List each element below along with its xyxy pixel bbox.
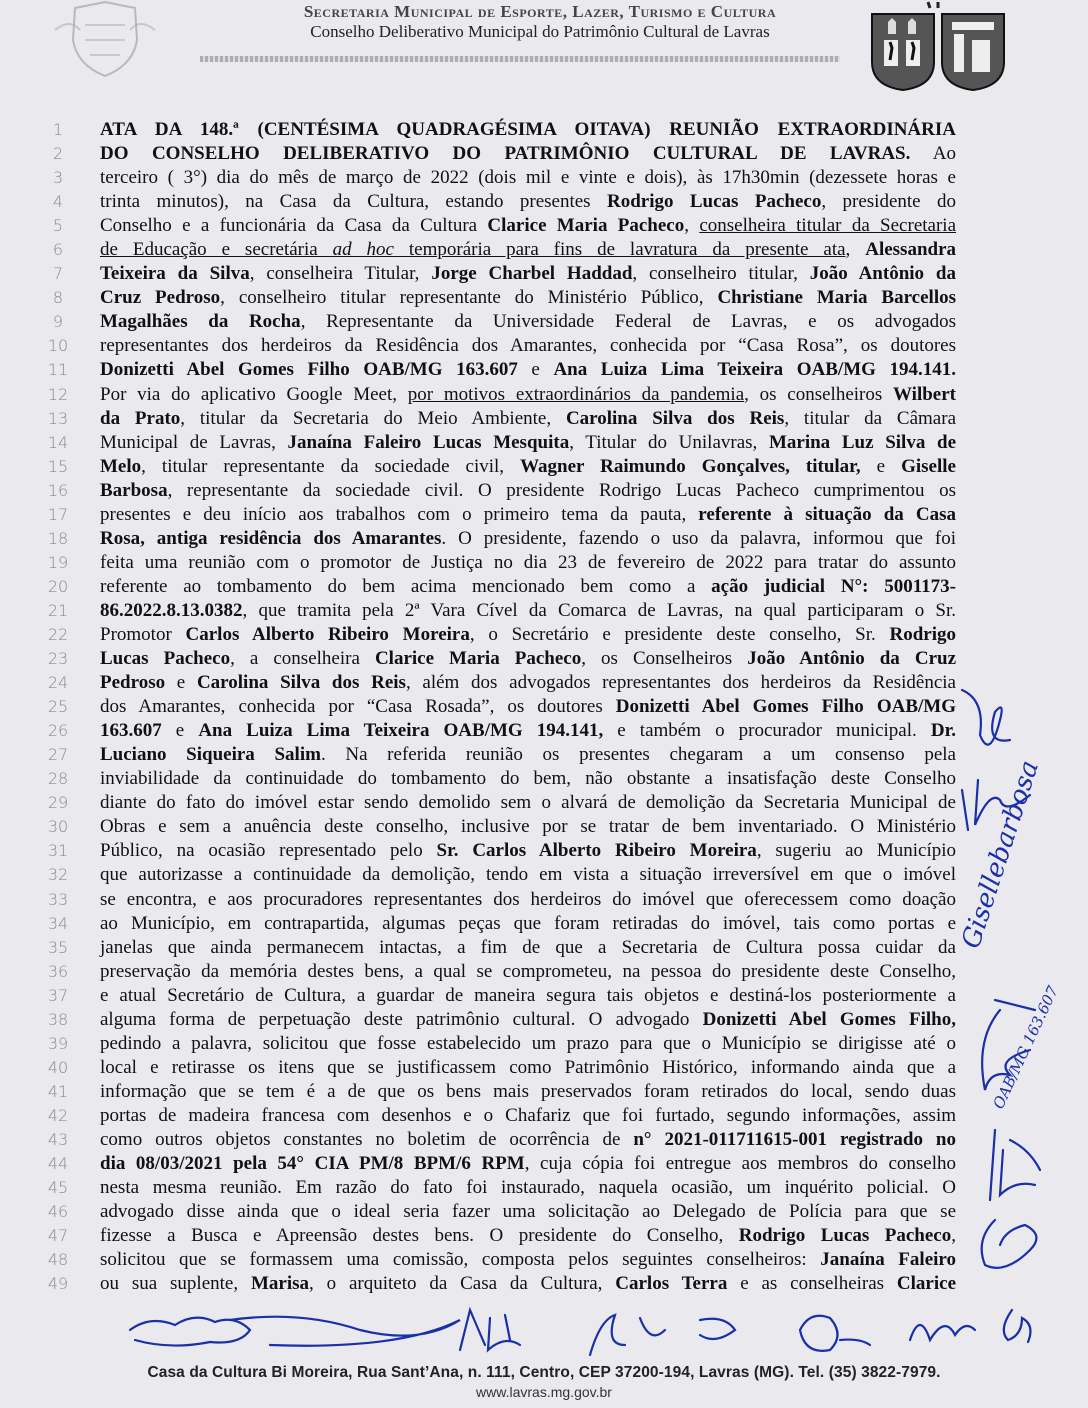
- line-text: advogado disse ainda que o ideal seria fazer uma solicitação ao Delegado de Polícia para que se: [100, 1201, 956, 1223]
- line-number: 9: [52, 312, 64, 332]
- line-text: presentes e deu início aos trabalhos com o primeiro tema da pauta, referente à situação da Casa: [100, 503, 956, 525]
- minutes-line: [0, 623, 1088, 647]
- line-text: janelas que ainda permanecem intactas, a fim de que a Secretaria de Cultura possa cuidar da: [100, 936, 956, 958]
- minutes-line: [0, 1056, 1088, 1080]
- line-number: 21: [47, 600, 69, 620]
- line-text: alguma forma de perpetuação deste patrimônio cultural. O advogado Donizetti Abel Gomes Filho,: [100, 1008, 956, 1030]
- line-text: que autorizasse a continuidade da demolição, tendo em vista a situação irreversível em que o imóvel: [100, 864, 956, 886]
- header-rule: [200, 56, 840, 62]
- header-department: Secretaria Municipal de Esporte, Lazer, Turismo e Cultura: [303, 2, 777, 21]
- minutes-line: [0, 1272, 1088, 1296]
- line-number: 19: [47, 552, 69, 572]
- minutes-line: [0, 1104, 1088, 1128]
- line-number: 42: [47, 1105, 69, 1125]
- minutes-line: [0, 407, 1088, 431]
- signature-bottom-6: [910, 1325, 975, 1340]
- line-number: 3: [52, 168, 64, 188]
- minutes-line: [0, 118, 1088, 142]
- line-number: 33: [47, 889, 69, 909]
- line-number: 24: [47, 673, 69, 693]
- line-number: 36: [47, 961, 69, 981]
- line-number: 27: [47, 745, 69, 765]
- line-number: 39: [47, 1033, 69, 1053]
- line-text: como outros objetos constantes no boletim de ocorrência de n° 2021-011711615-001 registrado no: [100, 1128, 956, 1150]
- page-footer: [0, 1364, 1088, 1400]
- minutes-line: [0, 767, 1088, 791]
- line-text: Público, na ocasião representado pelo Sr. Carlos Alberto Ribeiro Moreira, sugeriu ao Município: [100, 840, 957, 862]
- line-number: 14: [47, 432, 69, 452]
- line-text: representantes dos herdeiros da Residência dos Amarantes, conhecida por “Casa Rosa”, os doutores: [100, 335, 956, 357]
- line-text: informação que se tem é a de que os bens mais preservados foram retirados do local, sendo duas: [100, 1080, 956, 1102]
- line-text: Municipal de Lavras, Janaína Faleiro Lucas Mesquita, Titular do Unilavras, Marina Luz Silva de: [100, 431, 957, 453]
- minutes-line: [0, 1248, 1088, 1272]
- line-number: 20: [47, 576, 69, 596]
- line-number: 5: [52, 216, 64, 236]
- line-text: dia 08/03/2021 pela 54° CIA PM/8 BPM/6 RPM, cuja cópia foi entregue aos membros do conselho: [100, 1153, 956, 1175]
- line-number: 26: [47, 721, 69, 741]
- line-text: da Prato, titular da Secretaria do Meio Ambiente, Carolina Silva dos Reis, titular da Câmara: [100, 407, 956, 429]
- minutes-line: [0, 839, 1088, 863]
- minutes-line: [0, 599, 1088, 623]
- minutes-line: [0, 1152, 1088, 1176]
- line-text: 163.607 e Ana Luiza Lima Teixeira OAB/MG 194.141, e também o procurador municipal. Dr.: [100, 720, 957, 742]
- line-text: referente ao tombamento do bem acima mencionado bem como a ação judicial N°: 5001173-: [100, 575, 956, 597]
- line-text: Teixeira da Silva, conselheira Titular, Jorge Charbel Haddad, conselheiro titular, João Antônio da: [100, 263, 956, 285]
- signature-bottom-3: [460, 1310, 520, 1350]
- minutes-line: [0, 286, 1088, 310]
- minutes-line: [0, 214, 1088, 238]
- line-number: 8: [52, 288, 64, 308]
- signature-bottom-5: [800, 1316, 870, 1351]
- line-number: 30: [47, 817, 69, 837]
- line-number: 15: [47, 456, 69, 476]
- minutes-line: [0, 190, 1088, 214]
- line-number: 47: [47, 1226, 69, 1246]
- signature-bottom-2: [230, 1317, 460, 1346]
- minutes-line: [0, 166, 1088, 190]
- line-text: DO CONSELHO DELIBERATIVO DO PATRIMÔNIO CULTURAL DE LAVRAS. Ao: [100, 143, 956, 165]
- minutes-line: [0, 262, 1088, 286]
- line-number: 38: [47, 1009, 69, 1029]
- minutes-line: [0, 479, 1088, 503]
- minutes-line: [0, 551, 1088, 575]
- minutes-line: [0, 358, 1088, 382]
- signature-margin-6: [1004, 1310, 1031, 1342]
- line-text: ou sua suplente, Marisa, o arquiteto da Casa da Cultura, Carlos Terra e as conselheiras Clarice: [100, 1273, 956, 1295]
- line-number: 23: [47, 649, 69, 669]
- line-number: 40: [47, 1057, 69, 1077]
- minutes-line: [0, 1200, 1088, 1224]
- line-text: dos Amarantes, conhecida por “Casa Rosada”, os doutores Donizetti Abel Gomes Filho OAB/MG: [100, 696, 956, 718]
- line-number: 12: [47, 384, 69, 404]
- line-number: 48: [47, 1250, 69, 1270]
- line-number: 28: [47, 769, 69, 789]
- minutes-line: [0, 912, 1088, 936]
- minutes-line: [0, 815, 1088, 839]
- line-number: 6: [52, 240, 64, 260]
- line-number: 2: [52, 144, 64, 164]
- line-text: Conselho e a funcionária da Casa da Cultura Clarice Maria Pacheco, conselheira titular da Secretaria: [100, 215, 957, 237]
- line-number: 25: [47, 697, 69, 717]
- line-number: 37: [47, 985, 69, 1005]
- line-text: inviabilidade da continuidade do tombamento do bem, não obstante a insatisfação deste Conselho: [100, 768, 956, 790]
- line-number: 7: [52, 264, 64, 284]
- minutes-line: [0, 1128, 1088, 1152]
- line-text: ATA DA 148.ª (CENTÉSIMA QUADRAGÉSIMA OITAVA) REUNIÃO EXTRAORDINÁRIA: [100, 119, 956, 140]
- line-text: fizesse a Busca e Apreensão destes bens. O presidente do Conselho, Rodrigo Lucas Pacheco,: [100, 1225, 956, 1247]
- line-text: nesta mesma reunião. Em razão do fato foi instaurado, naquela ocasião, um inquérito policial. O: [100, 1177, 956, 1199]
- minutes-body: [0, 118, 1088, 1296]
- line-text: terceiro ( 3°) dia do mês de março de 2022 (dois mil e vinte e dois), às 17h30min (dezessete horas e: [100, 167, 956, 189]
- minutes-line: [0, 1224, 1088, 1248]
- line-text: Lucas Pacheco, a conselheira Clarice Maria Pacheco, os Conselheiros João Antônio da Cruz: [100, 648, 957, 670]
- line-text: Melo, titular representante da sociedade civil, Wagner Raimundo Gonçalves, titular, e Giselle: [100, 455, 956, 477]
- line-number: 43: [47, 1129, 69, 1149]
- minutes-line: [0, 1176, 1088, 1200]
- line-text: pedindo a palavra, solicitou que fosse estabelecido um prazo para que o Município se dirigisse até o: [100, 1032, 956, 1054]
- minutes-line: [0, 310, 1088, 334]
- line-number: 16: [47, 480, 69, 500]
- line-text: Cruz Pedroso, conselheiro titular representante do Ministério Público, Christiane Maria Barcellos: [100, 287, 956, 309]
- minutes-line: [0, 455, 1088, 479]
- line-text: e atual Secretário de Cultura, a guardar de maneira segura tais objetos e destiná-los posteriormente a: [100, 984, 956, 1006]
- line-text: Barbosa, representante da sociedade civil. O presidente Rodrigo Lucas Pacheco cumprimentou os: [100, 479, 956, 501]
- line-text: Pedroso e Carolina Silva dos Reis, além dos advogados representantes dos herdeiros da Residência: [100, 672, 956, 694]
- line-number: 41: [47, 1081, 69, 1101]
- minutes-line: [0, 383, 1088, 407]
- line-number: 13: [47, 408, 69, 428]
- minutes-line: [0, 863, 1088, 887]
- line-number: 34: [47, 913, 69, 933]
- line-text: feita uma reunião com o promotor de Justiça no dia 23 de fevereiro de 2022 para tratar do assunto: [100, 551, 956, 573]
- line-text: Rosa, antiga residência dos Amarantes. O presidente, fazendo o uso da palavra, informou que foi: [100, 527, 956, 549]
- letterhead: [0, 0, 1088, 100]
- line-number: 10: [47, 336, 69, 356]
- line-number: 45: [47, 1178, 69, 1198]
- minutes-line: [0, 888, 1088, 912]
- minutes-line: [0, 671, 1088, 695]
- signature-giselle-barbosa: Gisellebarbosa: [956, 756, 1046, 953]
- minutes-line: [0, 238, 1088, 262]
- line-text: ao Município, em contrapartida, algumas peças que foram retiradas do imóvel, tais como portas e: [100, 912, 956, 934]
- line-number: 31: [47, 841, 69, 861]
- line-text: 86.2022.8.13.0382, que tramita pela 2ª Vara Cível da Comarca de Lavras, na qual participaram o Sr.: [100, 599, 956, 621]
- line-text: solicitou que se formassem uma comissão, composta pelos seguintes conselheiros: Janaína Faleiro: [100, 1249, 956, 1271]
- minutes-line: [0, 431, 1088, 455]
- line-text: portas de madeira francesa com desenhos e o Chafariz que foi furtado, segundo informações, assim: [100, 1104, 956, 1126]
- minutes-line: [0, 984, 1088, 1008]
- line-text: Donizetti Abel Gomes Filho OAB/MG 163.607 e Ana Luiza Lima Teixeira OAB/MG 194.141.: [100, 359, 956, 381]
- line-number: 29: [47, 793, 69, 813]
- line-number: 44: [47, 1154, 69, 1174]
- minutes-line: [0, 743, 1088, 767]
- line-number: 18: [47, 528, 69, 548]
- minutes-line: [0, 1080, 1088, 1104]
- line-number: 17: [47, 504, 69, 524]
- footer-website: www.lavras.mg.gov.br: [476, 1384, 612, 1400]
- minutes-line: [0, 936, 1088, 960]
- minutes-line: [0, 1008, 1088, 1032]
- signature-oab-note: OAB/MG 163.607: [989, 983, 1062, 1112]
- signature-bottom-1: [130, 1318, 250, 1346]
- line-text: Magalhães da Rocha, Representante da Universidade Federal de Lavras, e os advogados: [100, 311, 956, 333]
- header-council: Conselho Deliberativo Municipal do Patrimônio Cultural de Lavras: [310, 22, 770, 41]
- minutes-line: [0, 142, 1088, 166]
- line-number: 32: [47, 865, 69, 885]
- minutes-line: [0, 791, 1088, 815]
- minutes-line: [0, 647, 1088, 671]
- minutes-line: [0, 695, 1088, 719]
- minutes-line: [0, 719, 1088, 743]
- line-text: Promotor Carlos Alberto Ribeiro Moreira, o Secretário e presidente deste conselho, Sr. Rodrigo: [100, 623, 956, 645]
- line-text: diante do fato do imóvel estar sendo demolido sem o alvará de demolição da Secretaria Municipal de: [100, 792, 956, 814]
- signature-bottom-4: [590, 1315, 735, 1355]
- minutes-line: [0, 527, 1088, 551]
- minutes-line: [0, 334, 1088, 358]
- line-text: de Educação e secretária ad hoc temporária para fins de lavratura da presente ata, Alessandra: [100, 239, 957, 261]
- line-text: preservação da memória destes bens, a qual se comprometeu, na pessoa do presidente deste Conselho,: [100, 960, 956, 982]
- line-text: local e retirasse os itens que se justificassem como Patrimônio Histórico, informando ainda que a: [100, 1056, 956, 1078]
- line-number: 35: [47, 937, 69, 957]
- line-number: 11: [47, 360, 69, 380]
- minutes-line: [0, 503, 1088, 527]
- line-text: Luciano Siqueira Salim. Na referida reunião os presentes chegaram a um consenso pela: [100, 744, 956, 766]
- line-text: trinta minutos), na Casa da Cultura, estando presentes Rodrigo Lucas Pacheco, presidente do: [100, 191, 956, 213]
- municipal-crest-icon: [45, 0, 165, 80]
- minutes-line: [0, 1032, 1088, 1056]
- council-logo-icon: [868, 0, 1008, 92]
- line-number: 4: [52, 192, 64, 212]
- line-number: 1: [52, 120, 64, 139]
- footer-address: Casa da Cultura Bi Moreira, Rua Sant’Ana, n. 111, Centro, CEP 37200-194, Lavras (MG). Tel. (35) 3822-7979.: [147, 1364, 941, 1381]
- line-number: 46: [47, 1202, 69, 1222]
- line-text: Por via do aplicativo Google Meet, por motivos extraordinários da pandemia, os conselheiros Wilbert: [100, 383, 956, 405]
- line-number: 49: [47, 1274, 69, 1294]
- line-number: 22: [47, 624, 69, 644]
- line-text: Obras e sem a anuência deste conselho, inclusive por se tratar de bem inventariado. O Ministério: [100, 816, 956, 838]
- minutes-line: [0, 575, 1088, 599]
- minutes-line: [0, 960, 1088, 984]
- line-text: se encontra, e aos procuradores representantes dos herdeiros do imóvel que oferecessem como doação: [100, 888, 956, 910]
